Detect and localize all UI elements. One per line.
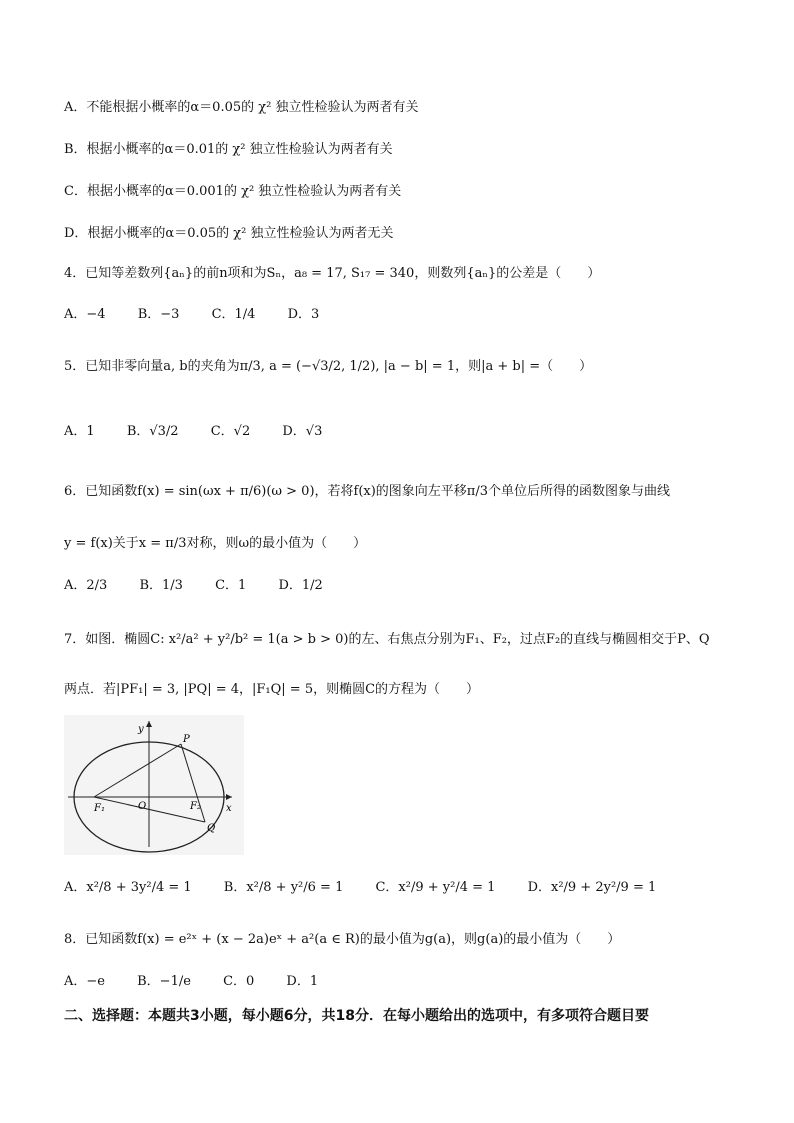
q6-option-d: D．1/2 <box>278 578 323 593</box>
q3-option-b: B．根据小概率的α＝0.01的 χ² 独立性检验认为两者有关 <box>64 142 393 157</box>
q7-stem-line1: 7．如图．椭圆C: x²/a² + y²/b² = 1(a > b > 0)的左、右焦点分别为F₁、F₂，过点F₂的直线与椭圆相交于P、Q <box>64 632 710 647</box>
q4-option-a: A．−4 <box>64 307 106 322</box>
q7-option-a: A．x²/8 + 3y²/4 = 1 <box>64 880 192 895</box>
q3-option-c: C．根据小概率的α＝0.001的 χ² 独立性检验认为两者有关 <box>64 184 402 199</box>
q5-options <box>64 422 350 442</box>
q4-option-c: C．1/4 <box>211 307 256 322</box>
q7-option-b: B．x²/8 + y²/6 = 1 <box>223 880 344 895</box>
q6-option-b: B．1/3 <box>139 578 183 593</box>
q6-options <box>64 576 351 596</box>
q4-option-d: D．3 <box>287 307 320 322</box>
q7-options <box>64 878 684 898</box>
q6-option-c: C．1 <box>215 578 247 593</box>
q8-stem: 8．已知函数f(x) = e²ˣ + (x − 2a)eˣ + a²(a ∈ R)的最小值为g(a)，则g(a)的最小值为（ ） <box>64 932 621 947</box>
q5-option-c: C．√2 <box>210 424 251 439</box>
q8-options <box>64 972 346 992</box>
q7-option-c: C．x²/9 + y²/4 = 1 <box>375 880 496 895</box>
q8-option-a: A．−e <box>64 974 105 989</box>
label-origin: O <box>138 801 147 812</box>
q5-stem: 5．已知非零向量a, b的夹角为π/3, a = (−√3/2, 1/2), |a − b| = 1，则|a + b| =（ ） <box>64 359 593 374</box>
q5-option-a: A．1 <box>64 424 95 439</box>
q8-option-c: C．0 <box>223 974 255 989</box>
ellipse-figure <box>64 715 244 855</box>
q7-stem-line2: 两点．若|PF₁| = 3, |PQ| = 4，|F₁Q| = 5，则椭圆C的方程为（ ） <box>64 682 480 697</box>
q5-option-b: B．√3/2 <box>126 424 179 439</box>
q5-option-d: D．√3 <box>282 424 323 439</box>
section-2-heading: 二、选择题：本题共3小题，每小题6分，共18分．在每小题给出的选项中，有多项符合题目要 <box>64 1008 649 1024</box>
q8-option-d: D．1 <box>286 974 319 989</box>
q6-option-a: A．2/3 <box>64 578 108 593</box>
q3-option-a: A．不能根据小概率的α＝0.05的 χ² 独立性检验认为两者有关 <box>64 100 419 115</box>
q4-option-b: B．−3 <box>137 307 180 322</box>
q7-option-d: D．x²/9 + 2y²/9 = 1 <box>527 880 657 895</box>
q8-option-b: B．−1/e <box>137 974 191 989</box>
label-f1: F₁ <box>94 803 105 814</box>
label-q: Q <box>207 823 216 834</box>
label-y: y <box>138 724 144 735</box>
q6-stem-line1: 6．已知函数f(x) = sin(ωx + π/6)(ω > 0)，若将f(x)的图象向左平移π/3个单位后所得的函数图象与曲线 <box>64 484 670 499</box>
q4-stem: 4．已知等差数列{aₙ}的前n项和为Sₙ，a₈ = 17, S₁₇ = 340，则数列{aₙ}的公差是（ ） <box>64 266 601 281</box>
label-f2: F₂ <box>190 801 201 812</box>
q4-options <box>64 305 347 325</box>
q3-option-d: D．根据小概率的α＝0.05的 χ² 独立性检验认为两者无关 <box>64 226 394 241</box>
label-x: x <box>226 803 232 814</box>
q6-stem-line2: y = f(x)关于x = π/3对称，则ω的最小值为（ ） <box>64 536 367 551</box>
figure-background <box>64 715 244 855</box>
label-p: P <box>183 734 190 745</box>
